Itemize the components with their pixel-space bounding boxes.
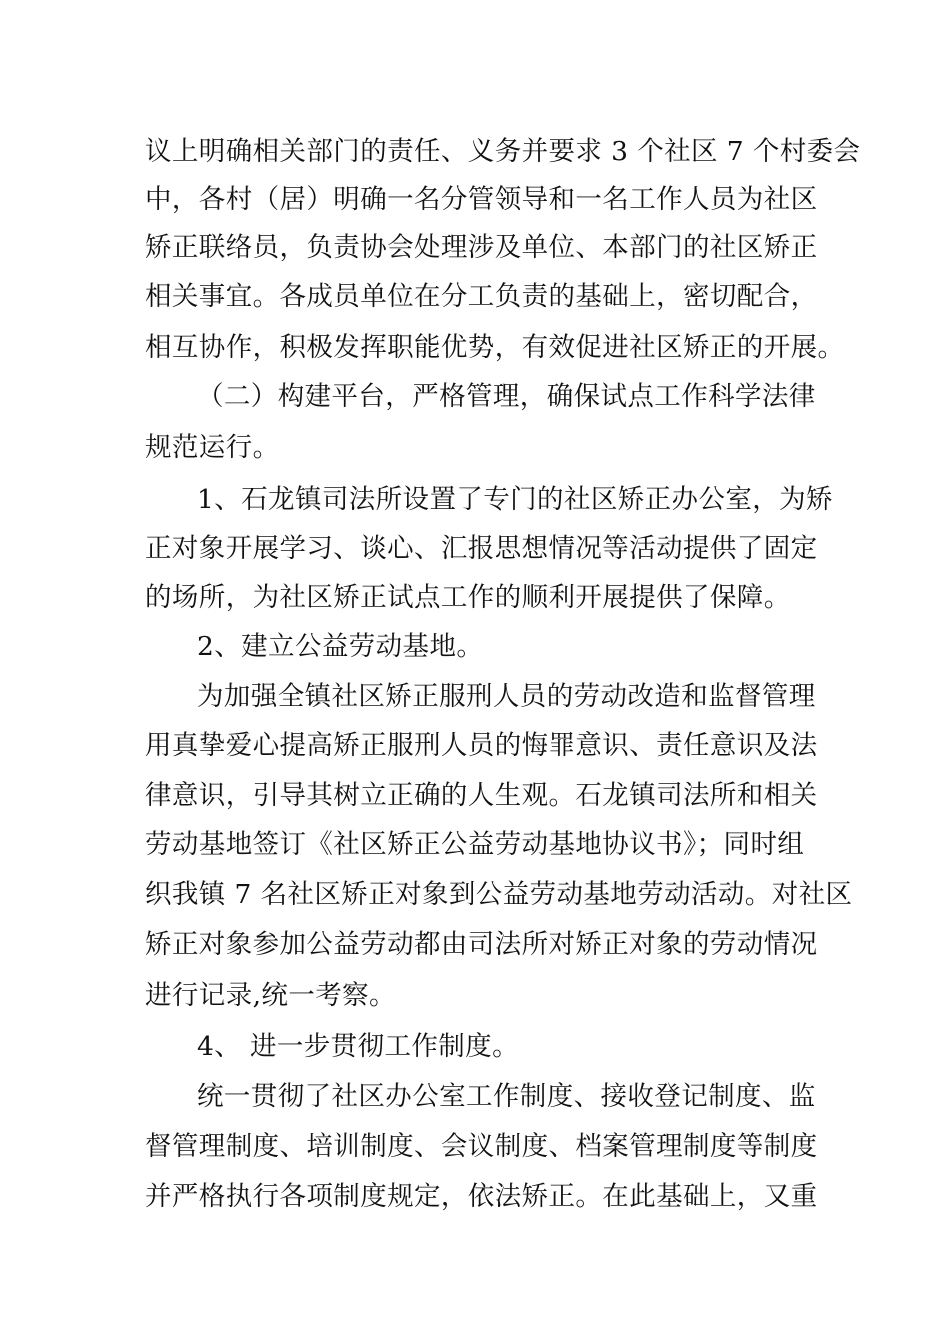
subsection-heading: 4、 进一步贯彻工作制度。 (197, 1031, 519, 1062)
text-line: 并严格执行各项制度规定，依法矫正。在此基础上，又重 (145, 1181, 818, 1212)
text-line: 织我镇 7 名社区矫正对象到公益劳动基地劳动活动。对社区 (145, 879, 853, 910)
text-line: 中，各村（居）明确一名分管领导和一名工作人员为社区 (145, 184, 818, 215)
text-line: 相互协作，积极发挥职能优势，有效促进社区矫正的开展。 (145, 332, 845, 363)
text-line: 劳动基地签订《社区矫正公益劳动基地协议书》；同时组 (145, 829, 805, 860)
text-line: 统一贯彻了社区办公室工作制度、接收登记制度、监 (197, 1081, 816, 1112)
text-line: 进行记录,统一考察。 (145, 980, 396, 1011)
text-line: 为加强全镇社区矫正服刑人员的劳动改造和监督管理 (197, 681, 816, 712)
text-line: 律意识，引导其树立正确的人生观。石龙镇司法所和相关 (145, 780, 818, 811)
text-line: 的场所，为社区矫正试点工作的顺利开展提供了保障。 (145, 582, 791, 613)
text-line: 用真挚爱心提高矫正服刑人员的悔罪意识、责任意识及法 (145, 730, 818, 761)
text-line: 正对象开展学习、谈心、汇报思想情况等活动提供了固定 (145, 533, 818, 564)
text-line: 督管理制度、培训制度、会议制度、档案管理制度等制度 (145, 1131, 818, 1162)
text-line: 议上明确相关部门的责任、义务并要求 3 个社区 7 个村委会 (145, 136, 861, 167)
section-heading: （二）构建平台，严格管理，确保试点工作科学法律 (197, 381, 816, 412)
text-line: 矫正对象参加公益劳动都由司法所对矫正对象的劳动情况 (145, 929, 818, 960)
text-line: 相关事宜。各成员单位在分工负责的基础上，密切配合， (145, 281, 818, 312)
subsection-heading: 2、建立公益劳动基地。 (197, 631, 484, 662)
text-line: 矫正联络员，负责协会处理涉及单位、本部门的社区矫正 (145, 232, 818, 263)
text-line: 1、石龙镇司法所设置了专门的社区矫正办公室，为矫 (197, 484, 833, 515)
text-line: 规范运行。 (145, 432, 280, 463)
